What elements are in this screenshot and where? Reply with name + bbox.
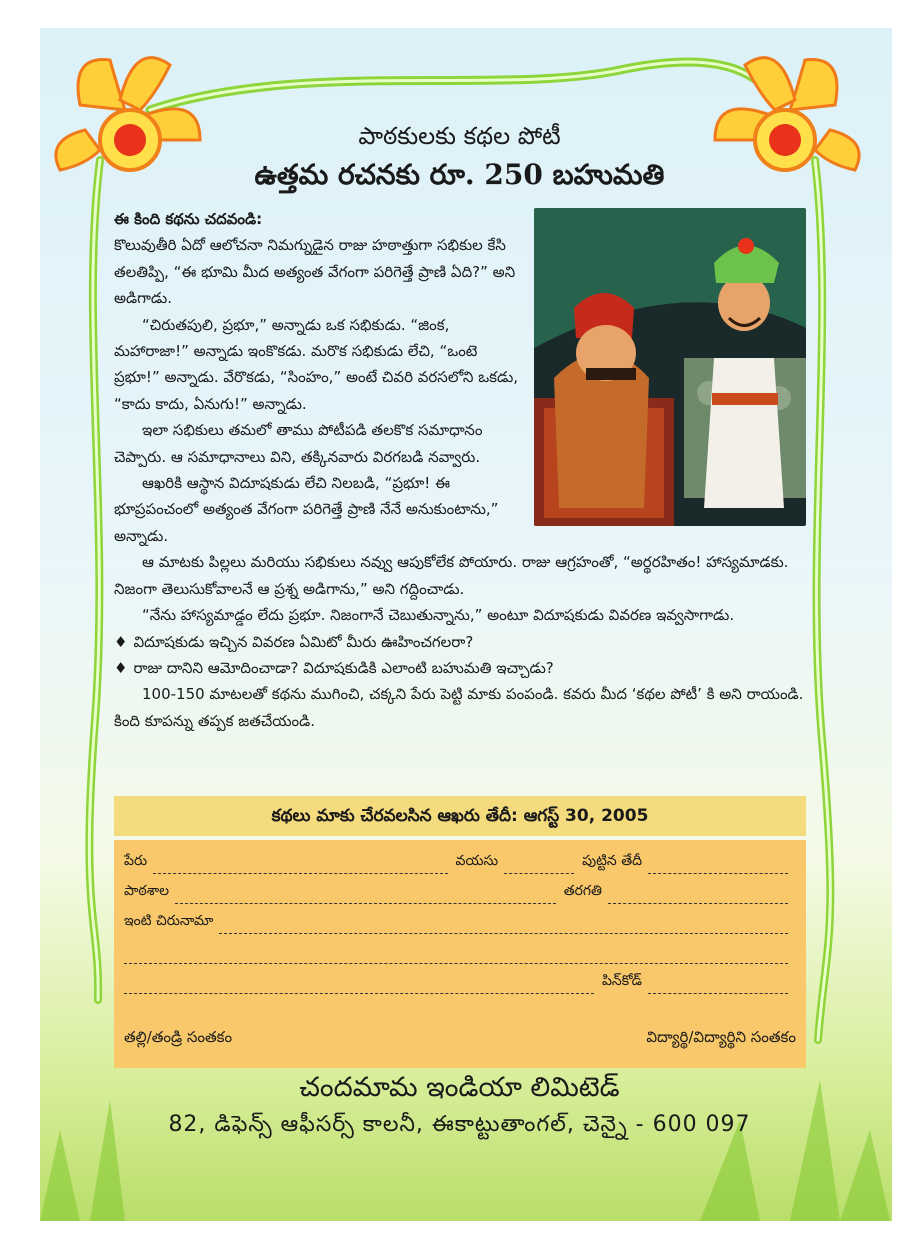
story-paragraph-1: కొలువుతీరి ఏదో ఆలోచనా నిమగ్నుడైన రాజు హఠాత్తుగా సభికుల కేసి తలతిప్పి, “ఈ భూమి మీద అత్యంత వేగంగా పరిగెత్తే ప్రాణి ఏది?” అని అడిగాడు. — [114, 236, 516, 308]
school-field[interactable] — [175, 891, 556, 904]
address-field-2[interactable] — [124, 951, 788, 964]
school-label: పాఠశాల — [124, 883, 170, 899]
school-row — [124, 882, 796, 904]
story-paragraph-2: “చిరుతపులి, ప్రభూ,” అన్నాడు ఒక సభికుడు. “జింక, మహారాజా!” అన్నాడు ఇంకొకడు. మరొక సభికుడు లేచి, “ఒంటె ప్రభూ!” అన్నాడు. వేరొకడు, “సింహం,” అంటే చివరి వరసలోని ఒకడు, “కాదు కాదు, ఏనుగు!” అన్నాడు. — [114, 315, 519, 413]
question-1: ♦ విదూషకుడు ఇచ్చిన వివరణ ఏమిటో మీరు ఊహించగలరా? — [114, 629, 806, 655]
publisher-address: 82, డిఫెన్స్ ఆఫీసర్స్ కాలనీ, ఈకాట్టుతాంగల్, చెన్నై - 600 097 — [168, 1112, 751, 1137]
name-row — [124, 852, 796, 874]
age-field[interactable] — [504, 861, 574, 874]
signature-row — [124, 1028, 796, 1050]
story-paragraph-5: ఆ మాటకు పిల్లలు మరియు సభికులు నవ్వు ఆపుకోలేక పోయారు. రాజు ఆగ్రహంతో, “అర్థరహితం! హాస్యమాడకు. నిజంగా తెలుసుకోవాలనే ఆ ప్రశ్న అడిగాను,” అని గద్దించాడు. — [114, 553, 789, 598]
name-field[interactable] — [153, 861, 447, 874]
contest-title: పాఠకులకు కథల పోటీ — [358, 122, 561, 150]
publisher-name: చందమామ ఇండియా లిమిటెడ్ — [299, 1072, 620, 1103]
pincode-label: పిన్‌కోడ్ — [601, 973, 642, 989]
age-label: వయసు — [455, 853, 499, 869]
entry-coupon — [114, 840, 806, 1068]
address-field[interactable] — [219, 921, 788, 934]
story-illustration — [534, 208, 806, 526]
story-section — [114, 206, 806, 734]
student-signature-label: విద్యార్థి/విద్యార్థిని సంతకం — [646, 1028, 796, 1046]
address-row — [124, 912, 796, 934]
name-label: పేరు — [124, 853, 148, 869]
address-label: ఇంటి చిరునామా — [124, 913, 214, 929]
story-paragraph-4: ఆఖరికి ఆస్థాన విదూషకుడు లేచి నిలబడి, “ప్రభూ! ఈ భూప్రపంచంలో అత్యంత వేగంగా పరిగెత్తే ప్రాణి నేనే అనుకుంటాను,” అన్నాడు. — [114, 474, 499, 545]
parent-signature-label: తల్లి/తండ్రి సంతకం — [124, 1028, 233, 1046]
pincode-field[interactable] — [648, 981, 788, 994]
story-paragraph-3: ఇలా సభికులు తమలో తాము పోటీపడి తలకొక సమాధానం చెప్పారు. ఆ సమాధానాలు విని, తక్కినవారు విరగబడి నవ్వారు. — [114, 421, 483, 466]
pincode-row — [124, 972, 796, 994]
class-label: తరగతి — [563, 883, 602, 899]
dob-label: పుట్టిన తేదీ — [582, 853, 642, 869]
class-field[interactable] — [608, 891, 788, 904]
story-paragraph-6: “నేను హాస్యమాడ్డం లేదు ప్రభూ. నిజంగానే చెబుతున్నాను,” అంటూ విదూషకుడు వివరణ ఇవ్వసాగాడు. — [142, 606, 735, 625]
submission-instructions: 100-150 మాటలతో కథను ముగించి, చక్కని పేరు పెట్టి మాకు పంపండి. కవరు మీద ‘కథల పోటీ’ కి అని రాయండి. కింది కూపన్ను తప్పక జతచేయండి. — [114, 685, 804, 730]
deadline-banner: కథలు మాకు చేరవలసిన ఆఖరు తేదీ: ఆగస్ట్ 30, 2005 — [114, 796, 806, 836]
story-intro: ఈ కింది కథను చదవండి: — [114, 210, 263, 228]
question-2: ♦ రాజు దానిని ఆమోదించాడా? విదూషకుడికి ఎలాంటి బహుమతి ఇచ్చాడు? — [114, 655, 806, 681]
dob-field[interactable] — [648, 861, 788, 874]
prize-heading: ఉత్తమ రచనకు రూ. 250 బహుమతి — [254, 158, 665, 191]
address-field-3[interactable] — [124, 981, 594, 994]
address-line-2 — [124, 942, 796, 964]
